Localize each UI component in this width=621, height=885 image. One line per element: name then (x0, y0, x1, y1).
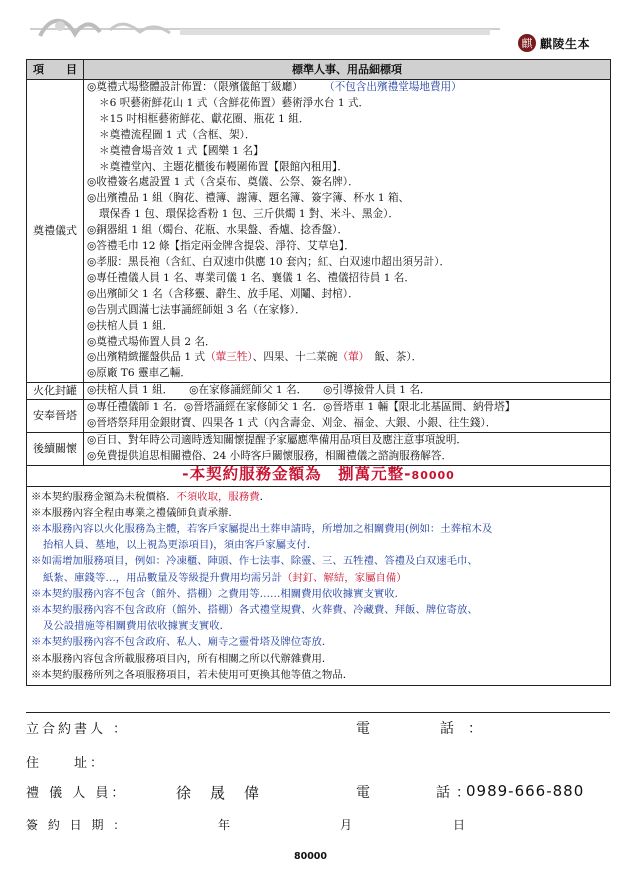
note-line (31, 553, 606, 569)
service-row (27, 400, 611, 433)
note-line (31, 618, 606, 634)
note-line (31, 651, 606, 667)
description-line (87, 449, 607, 465)
description-line (87, 112, 607, 128)
description-line (87, 335, 607, 351)
description-line (87, 271, 607, 287)
description-line (87, 191, 607, 207)
note-line (31, 634, 606, 650)
line-text: ◎專任禮儀人員 1 名、專業司儀 1 名、襄儀 1 名、禮儀招待員 1 名． (87, 271, 415, 284)
col-header-item: 項 目 (27, 60, 84, 80)
line-text: ◎出殯師父 1 名（含移靈、辭生、放手尾、刈鬮、封棺）． (87, 287, 359, 300)
note-red-text: （封釘、解結，家屬自備） (281, 571, 407, 584)
line-text: ◎孝服：黑長袍（含紅、白双速巾供應 10 套內；紅、白双速巾超出須另計）． (87, 255, 451, 268)
description-line (87, 239, 607, 255)
note-text: ※如需增加服務項目，例如：冷凍櫃、陣頭、作七法事、除靈、三、五牲禮、答禮及白双速毛巾、 (31, 555, 478, 568)
line-text: ◎百日、對年時公司適時透知關懷提醒予家屬應準備用品項目及應注意事項說明． (87, 433, 468, 446)
date-day: 日 (453, 818, 469, 832)
description-line (87, 433, 607, 449)
note-line (31, 521, 606, 537)
note-text: 抬棺人員、墓地，以上視為更添項目)，須由客戶家屬支付． (43, 539, 318, 552)
description-line (87, 366, 607, 382)
description-line (87, 223, 607, 239)
officer-name: 徐 晟 偉 (176, 784, 262, 802)
description-line (87, 400, 607, 416)
phone-label-2: 電 話： (356, 785, 476, 801)
description-line (87, 144, 607, 160)
note-text: ※本契約服務內容不包含（館外、搭棚）之費用等……相關費用依收據實支實收． (31, 587, 406, 600)
line-text-after-2: 飯、茶）． (363, 351, 423, 364)
note-text: 及公設措施等相關費用依收據實支實收． (43, 620, 231, 633)
line-text: ＊15 吋相框藝術鮮花、獻花圈、瓶花 1 組． (99, 112, 310, 125)
brand (518, 33, 610, 53)
total-amount-cell (27, 465, 611, 486)
row-description (84, 400, 611, 433)
phone-label-1: 電 話： (356, 721, 496, 737)
date-year: 年 (218, 818, 234, 832)
line-text: ◎出殯精緻擺盤供品 1 式 (87, 351, 206, 364)
note-text: ※本服務內容包含所載服務項目內，所有相關之所以代辦雜費用． (31, 652, 333, 665)
note-text: ※本服務內容全程由專業之禮儀師負責承辦． (31, 506, 239, 519)
description-line (87, 287, 607, 303)
date-month: 月 (340, 818, 356, 832)
signature-divider (26, 712, 610, 713)
brand-logo-icon: 麒 (518, 34, 536, 52)
description-line (87, 160, 607, 176)
date-label: 簽 約 日 期 ： (26, 818, 129, 832)
line-text: ＊奠禮堂內、主題花櫃後布幔圍佈置【限館內租用】． (99, 160, 348, 173)
note-line (31, 602, 606, 618)
line-text: ◎扶棺人員 1 組． (87, 319, 174, 332)
line-red-text: （葷三牲） (205, 351, 253, 364)
officer-label: 禮 儀 人 員： (26, 786, 128, 801)
note-line (31, 570, 606, 586)
row-category: 後續關懷 (27, 432, 84, 465)
note-text: ※本契約服務內容不包含政府、私人、廟寺之靈骨塔及牌位寄放． (31, 636, 333, 649)
line-text: ◎答禮毛巾 12 條【指定兩金牌含提袋、淨符、艾草皂】． (87, 240, 355, 253)
line-text: ◎出殯禮品 1 組（胸花、禮簿、謝簿、題名簿、簽字簿、杯水 1 箱、 (87, 192, 410, 205)
description-line (87, 175, 607, 191)
row-description (84, 432, 611, 465)
note-text: 紙紮、庫錢等…，用品數量及等級提升費用均需另計 (43, 571, 282, 584)
note-line (31, 537, 606, 553)
service-rows (27, 80, 611, 466)
description-line (87, 255, 607, 271)
note-line (31, 667, 606, 683)
description-line (87, 80, 607, 96)
row-category: 奠禮儀式 (27, 80, 84, 383)
row-description (84, 383, 611, 400)
spacer (298, 81, 330, 93)
line-text: ◎奠禮式場佈置人員 2 名． (87, 335, 216, 348)
row-description (84, 80, 611, 383)
line-text: ◎銅器組 1 組（燭台、花瓶、水果盤、香爐、捻香盤）． (87, 224, 349, 237)
line-text: ◎扶棺人員 1 組． ◎在家修誦經師父 1 名． ◎引導撿骨人員 1 名． (87, 384, 431, 397)
brand-name: 麒陵生本 (540, 36, 591, 51)
description-line (87, 303, 607, 319)
service-row (27, 432, 611, 465)
note-text: ※本契約服務所列之各項服務項目，若未使用可更換其他等值之物品． (31, 668, 354, 681)
description-line (87, 128, 607, 144)
line-text: ◎原廠 T6 靈車乙輛． (87, 367, 191, 380)
note-text: ※本服務內容以火化服務為主體，若客戶家屬提出土葬申請時，所增加之相關費用(例如：土葬棺木及 (31, 523, 493, 536)
row-category: 火化封罐 (27, 383, 84, 400)
total-amount-text: -本契約服務金額為 捌萬元整- (182, 464, 412, 483)
note-text-after: ． (259, 490, 270, 503)
line-text: ◎免費提供追思相關禮俗、24 小時客戶關懷服務，相關禮儀之諮詢服務解答． (87, 449, 453, 462)
line-red-text-2: （葷） (337, 351, 364, 364)
note-line (31, 489, 606, 505)
row-category: 安奉晉塔 (27, 400, 84, 433)
note-line (31, 586, 606, 602)
service-row (27, 80, 611, 383)
line-text: ◎晉塔祭拜用金銀財寶、四果各 1 式（內含壽金、刈金、福金、大銀、小銀、往生錢）． (87, 417, 497, 430)
description-line (87, 207, 607, 223)
service-table (26, 59, 611, 686)
line-text: ◎專任禮儀師 1 名．◎晉塔誦經在家修師父 1 名．◎晉塔車 1 輛【限北北基區間、納骨塔】 (87, 401, 516, 414)
description-line (87, 383, 607, 399)
note-line (31, 505, 606, 521)
service-row (27, 383, 611, 400)
party-label: 立合約書人 ： (26, 722, 130, 737)
line-text-after: 、四果、十二菜碗 (252, 351, 338, 364)
description-line (87, 319, 607, 335)
line-text: 環保香 1 包、環保捻香粉 1 包、三斤供燭 1 對、米斗、黑金）． (99, 208, 399, 221)
col-header-desc: 標準人事、用品細標項 (84, 60, 611, 80)
line-text: ◎收禮簽名處設置 1 式（含桌布、奠儀、公祭、簽名牌）． (87, 176, 359, 189)
description-line (87, 350, 607, 366)
description-line (87, 96, 607, 112)
address-label: 住 址： (26, 756, 107, 771)
phone-value: 0989-666-880 (466, 782, 585, 800)
note-text: ※本契約服務內容不包含政府（館外、搭棚）各式禮堂規費、火葬費、冷藏費、拜飯、牌位寄放、 (31, 604, 478, 617)
note-text: ※本契約服務金額為未稅價格． (31, 490, 177, 503)
line-text: ◎奠禮式場整體設計佈置：（限殯儀館丁級廳） (87, 81, 298, 93)
line-text: ◎告別式圓滿七法事誦經師姐 3 名（在家修）． (87, 303, 306, 316)
total-amount-number: 80000 (411, 468, 455, 482)
footer-code: 80000 (293, 851, 328, 862)
header-brush-decoration (30, 6, 500, 46)
description-line (87, 416, 607, 432)
line-note: （不包含出殯禮堂場地費用） (329, 81, 462, 93)
terms-notes (27, 486, 611, 685)
line-text: ＊奠禮會場音效 1 式【國樂 1 名】 (99, 144, 264, 157)
note-red-text: 不須收取，服務費 (176, 490, 260, 503)
line-text: ＊奠禮流程圖 1 式（含框、架）． (99, 128, 256, 141)
line-text: ＊6 呎藝術鮮花山 1 式（含鮮花佈置）藝術淨水台 1 式． (99, 96, 370, 109)
